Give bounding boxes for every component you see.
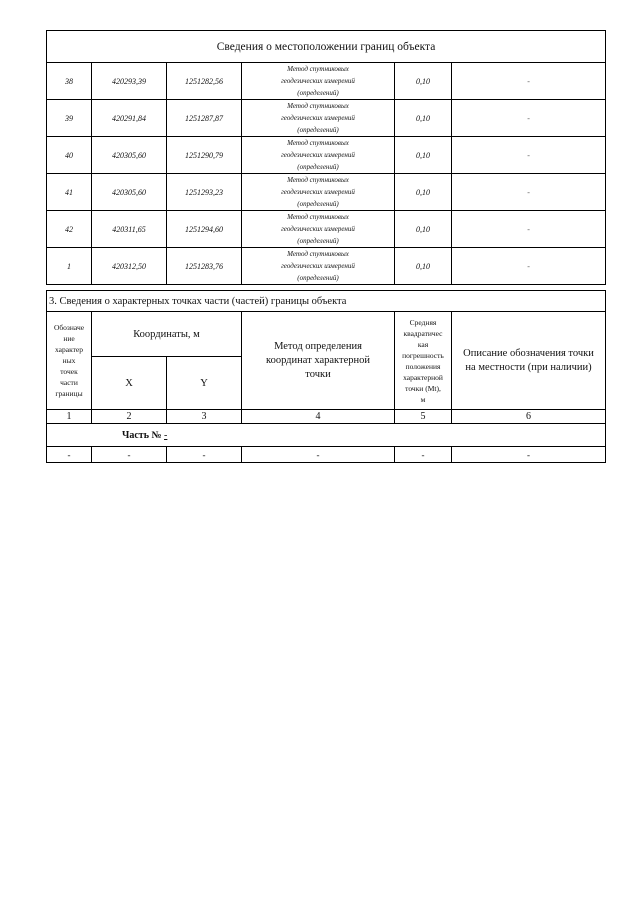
header-line: ние [63, 334, 75, 343]
point-number: 1 [47, 248, 92, 285]
part-label: Часть № [122, 429, 162, 441]
col-number-4: 4 [242, 410, 395, 424]
col-description-header [452, 312, 606, 410]
point-number: 40 [47, 137, 92, 174]
point-method [242, 100, 395, 137]
boundary-location-table [46, 30, 606, 285]
header-line: точки [305, 368, 331, 380]
method-line: (определений) [297, 126, 339, 134]
point-description: - [452, 137, 606, 174]
point-number: 42 [47, 211, 92, 248]
method-line: (определений) [297, 200, 339, 208]
method-line: геодезических измерений [281, 151, 355, 159]
header-line: Обозначе [53, 323, 85, 332]
empty-cell: - [452, 447, 606, 463]
point-method [242, 63, 395, 100]
method-line: геодезических измерений [281, 262, 355, 270]
point-description: - [452, 211, 606, 248]
col-method-header [242, 312, 395, 410]
method-line: Метод спутниковых [287, 213, 349, 221]
empty-cell: - [395, 447, 452, 463]
point-accuracy: 0,10 [395, 174, 452, 211]
col-number-2: 2 [92, 410, 167, 424]
header-line: м [420, 394, 426, 404]
method-line: геодезических измерений [281, 188, 355, 196]
col-number-5: 5 [395, 410, 452, 424]
empty-cell: - [242, 447, 395, 463]
header-line: кая [417, 339, 429, 349]
point-number: 41 [47, 174, 92, 211]
point-y: 1251282,56 [167, 63, 242, 100]
col-designation-header [47, 312, 92, 410]
point-method [242, 248, 395, 285]
method-line: (определений) [297, 163, 339, 171]
header-line: Метод определения [274, 340, 362, 352]
section3-title: 3. Сведения о характерных точках части (частей) границы объекта [47, 291, 606, 312]
point-row [47, 211, 606, 248]
header-line: на местности (при наличии) [465, 361, 592, 373]
method-line: Метод спутниковых [287, 139, 349, 147]
point-description: - [452, 174, 606, 211]
header-line: точек [60, 367, 78, 376]
point-y: 1251287,87 [167, 100, 242, 137]
header-line: границы [55, 389, 83, 398]
method-line: геодезических измерений [281, 77, 355, 85]
header-line: положения [405, 361, 441, 371]
point-accuracy: 0,10 [395, 100, 452, 137]
point-row [47, 174, 606, 211]
point-x: 420312,50 [92, 248, 167, 285]
point-accuracy: 0,10 [395, 137, 452, 174]
header-line: Средняя [409, 317, 437, 327]
point-accuracy: 0,10 [395, 248, 452, 285]
col-accuracy-header [395, 312, 452, 410]
col-coords-header: Координаты, м [92, 312, 242, 357]
point-x: 420291,84 [92, 100, 167, 137]
method-line: (определений) [297, 89, 339, 97]
header-line: характерной [403, 372, 443, 382]
header-line: погрешность [402, 350, 444, 360]
header-line: части [60, 378, 78, 387]
empty-cell: - [92, 447, 167, 463]
point-method [242, 174, 395, 211]
point-description: - [452, 63, 606, 100]
point-y: 1251290,79 [167, 137, 242, 174]
col-number-1: 1 [47, 410, 92, 424]
empty-cell: - [47, 447, 92, 463]
point-accuracy: 0,10 [395, 211, 452, 248]
point-row [47, 248, 606, 285]
point-description: - [452, 248, 606, 285]
section-title: Сведения о местоположении границ объекта [47, 31, 606, 63]
point-method [242, 137, 395, 174]
point-y: 1251283,76 [167, 248, 242, 285]
points-body [47, 63, 606, 285]
method-line: геодезических измерений [281, 225, 355, 233]
method-line: Метод спутниковых [287, 102, 349, 110]
part-number-row [47, 424, 606, 447]
part-value: - [164, 429, 168, 441]
header-line: координат характерной [266, 354, 370, 366]
method-line: Метод спутниковых [287, 250, 349, 258]
header-line: Описание обозначения точки [463, 347, 594, 359]
point-row [47, 100, 606, 137]
point-x: 420311,65 [92, 211, 167, 248]
part-points-table [46, 290, 606, 463]
point-method [242, 211, 395, 248]
point-y: 1251293,23 [167, 174, 242, 211]
header-line: квадратичес [403, 328, 443, 338]
point-x: 420293,39 [92, 63, 167, 100]
method-line: геодезических измерений [281, 114, 355, 122]
header-line: ных [62, 356, 76, 365]
header-line: точки (Mt), [405, 383, 441, 393]
header-line: характер [55, 345, 83, 354]
col-number-3: 3 [167, 410, 242, 424]
col-x-header: X [92, 357, 167, 410]
point-description: - [452, 100, 606, 137]
method-line: Метод спутниковых [287, 176, 349, 184]
col-number-6: 6 [452, 410, 606, 424]
point-y: 1251294,60 [167, 211, 242, 248]
method-line: (определений) [297, 274, 339, 282]
point-x: 420305,60 [92, 174, 167, 211]
method-line: (определений) [297, 237, 339, 245]
point-row [47, 137, 606, 174]
method-line: Метод спутниковых [287, 65, 349, 73]
point-x: 420305,60 [92, 137, 167, 174]
point-row [47, 63, 606, 100]
col-y-header: Y [167, 357, 242, 410]
point-number: 38 [47, 63, 92, 100]
point-number: 39 [47, 100, 92, 137]
empty-cell: - [167, 447, 242, 463]
point-accuracy: 0,10 [395, 63, 452, 100]
